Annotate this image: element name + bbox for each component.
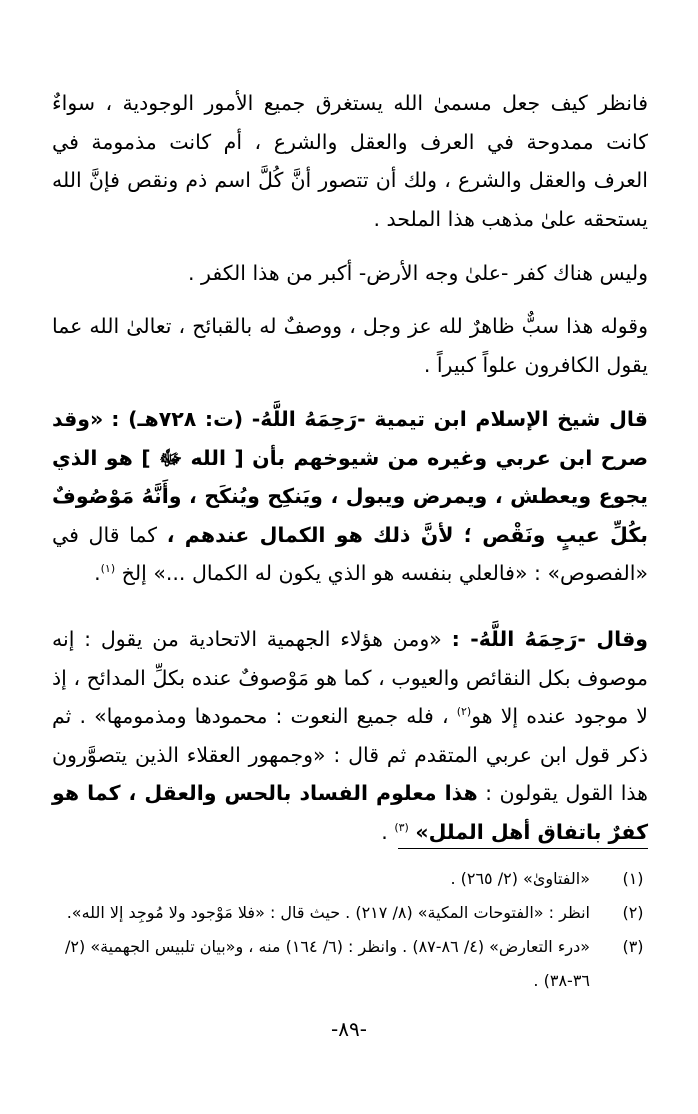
footnote-divider xyxy=(398,848,648,849)
footnote-1 xyxy=(52,862,648,896)
paragraph-1 xyxy=(52,84,648,238)
paragraph-4-end: . xyxy=(94,561,101,585)
quote-fusus-text: كما قال في «الفصوص» : «فالعلي بنفسه هو الذي يكون له الكمال ...» إلخ xyxy=(52,522,648,585)
second-quote-text-1: «ومن هؤلاء الجهمية الاتحادية من يقول : إنه موصوف بكل النقائص والعيوب ، كما هو مَوْصوفٌ عنده بكلِّ المدائح ، إذ لا موجود عنده إلا هو xyxy=(52,627,648,728)
quote-intro: قال شيخ الإسلام ابن تيمية -رَحِمَهُ اللَّهُ- (ت: ٧٢٨هـ) : xyxy=(111,407,648,431)
footnote-1-text: «الفتاوىٰ» (٢/ ٢٦٥) . xyxy=(450,869,590,888)
paragraph-4-ibn-taymiyyah-quote xyxy=(52,400,648,593)
footnote-3-text: «درء التعارض» (٤/ ٨٦-٨٧) . وانظر : (٦/ ١٦٤) منه ، و«بيان تلبيس الجهمية» (٢/ ٣٦-٣٨) . xyxy=(65,937,590,990)
footnote-ref-1[interactable]: (١) xyxy=(100,562,116,576)
page-number: -٨٩- xyxy=(331,1017,367,1041)
footnote-2-text: انظر : «الفتوحات المكية» (٨/ ٢١٧) . حيث قال : «فلا مَوْجود ولا مُوجِد إلا الله». xyxy=(66,903,590,922)
paragraph-5-end: . xyxy=(381,819,388,844)
paragraph-3-text: وقوله هذا سبٌّ ظاهرٌ لله عز وجل ، ووصفٌ له بالقبائح ، تعالىٰ الله عما يقول الكافرون علواً كبيراً . xyxy=(52,314,648,377)
paragraph-2-text: وليس هناك كفر -علىٰ وجه الأرض- أكبر من هذا الكفر . xyxy=(187,261,648,285)
footnote-1-number: (١) xyxy=(622,869,644,888)
footnote-2-number: (٢) xyxy=(622,903,644,922)
footnote-2 xyxy=(52,896,648,930)
footnote-3-number: (٣) xyxy=(622,937,644,956)
quote-bold-text: «وقد صرح ابن عربي وغيره من شيوخهم بأن [ الله ﷻ ] هو الذي يجوع ويعطش ، ويمرض ويبول ، ويَنكِح ويُنكَح ، وأَنَّهُ مَوْصُوفٌ بكُلِّ عيبٍ ونَقْص ؛ لأنَّ ذلك هو الكمال عندهم ، xyxy=(52,407,648,547)
footnote-ref-3[interactable]: (٣) xyxy=(394,820,409,834)
second-quote-bold-conclusion: هذا معلوم الفساد بالحس والعقل ، كما هو كفرٌ باتفاق أهل الملل» xyxy=(52,781,648,844)
footnote-3 xyxy=(52,930,648,998)
paragraph-3 xyxy=(52,307,648,384)
footnotes xyxy=(52,862,648,998)
paragraph-1-text: فانظر كيف جعل مسمىٰ الله يستغرق جميع الأمور الوجودية ، سواءٌ كانت ممدوحة في العرف والعقل والشرع ، أم كانت مذمومة في العرف والعقل والشرع ، ولك أن تتصور أنَّ كُلَّ اسم ذم ونقص فإنَّ الله يستحقه علىٰ مذهب هذا الملحد . xyxy=(52,91,648,231)
second-quote-text-2: ، فله جميع النعوت : محمودها ومذمومها» . ثم ذكر قول ابن عربي المتقدم ثم قال : «وجمهور العقلاء الذين يتصوَّرون هذا القول يقولون : xyxy=(52,704,648,805)
paragraph-5-jahmiyya-quote xyxy=(52,620,648,851)
paragraph-2 xyxy=(52,254,648,293)
second-quote-intro: وقال -رَحِمَهُ اللَّهُ- : xyxy=(451,627,648,651)
footnote-ref-2[interactable]: (٢) xyxy=(456,705,472,719)
